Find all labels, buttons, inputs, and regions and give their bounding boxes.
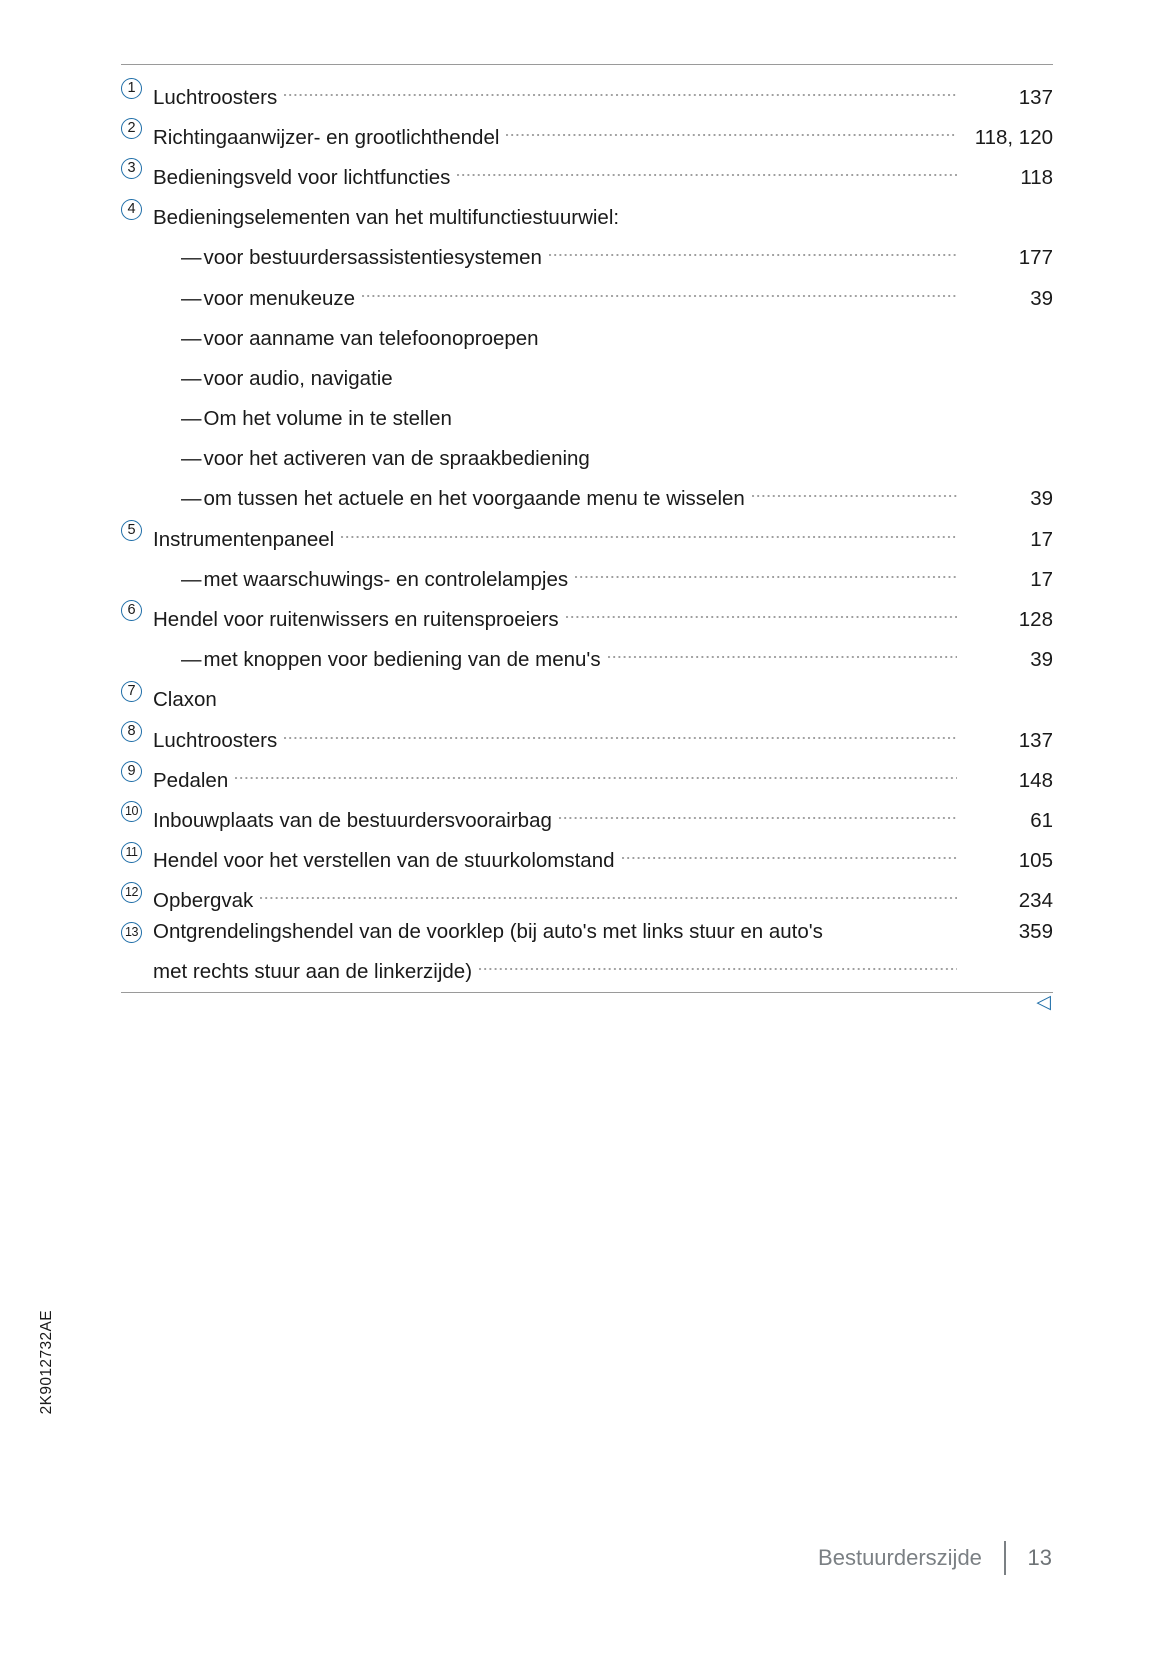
toc-row[interactable] bbox=[121, 515, 1053, 555]
table-of-contents bbox=[121, 64, 1053, 1013]
toc-item-label: Bedieningsveld voor lichtfuncties bbox=[153, 165, 451, 189]
toc-item-label: —voor aanname van telefoonoproepen bbox=[181, 324, 546, 355]
circled-number-icon: 6 bbox=[121, 600, 142, 621]
toc-page-number: 61 bbox=[1030, 808, 1053, 832]
toc-item-label: Pedalen bbox=[153, 768, 229, 792]
toc-row[interactable] bbox=[121, 435, 1053, 475]
toc-page-number: 105 bbox=[1018, 849, 1053, 873]
circled-number-icon: 8 bbox=[121, 721, 142, 742]
footer-chapter-name: Bestuurderszijde bbox=[818, 1545, 982, 1570]
toc-item-label: —voor bestuurdersassistentiesystemen bbox=[181, 243, 549, 274]
toc-item-number-marker bbox=[121, 837, 153, 868]
toc-leader-dots bbox=[506, 113, 957, 144]
circled-number-icon: 7 bbox=[121, 681, 142, 702]
footer-page-number: 13 bbox=[1027, 1545, 1052, 1570]
toc-leader-dots bbox=[457, 153, 957, 184]
toc-leader-dots bbox=[626, 194, 957, 225]
toc-subitem-dash: — bbox=[181, 648, 202, 672]
toc-item-label-line2: met rechts stuur aan de linkerzijde) bbox=[153, 960, 473, 984]
circled-number-icon: 9 bbox=[121, 761, 142, 782]
toc-item-number-marker bbox=[121, 796, 153, 827]
toc-row[interactable] bbox=[121, 73, 1053, 113]
toc-item-number-marker bbox=[121, 877, 153, 908]
circled-number-icon: 2 bbox=[121, 118, 142, 139]
toc-item-number-marker bbox=[121, 917, 153, 948]
toc-item-label-block bbox=[153, 917, 957, 988]
toc-item-label: —voor menukeuze bbox=[181, 284, 362, 315]
toc-page-number: 359 bbox=[1018, 919, 1053, 943]
circled-number-icon: 5 bbox=[121, 520, 142, 541]
toc-row[interactable] bbox=[121, 354, 1053, 394]
toc-item-label: Claxon bbox=[153, 688, 217, 712]
toc-subitem-dash: — bbox=[181, 366, 202, 390]
toc-item-number-marker bbox=[121, 73, 153, 104]
toc-page-number: 234 bbox=[1018, 889, 1053, 913]
toc-item-label: Luchtroosters bbox=[153, 728, 278, 752]
toc-leader-dots bbox=[608, 636, 957, 667]
toc-item-number-marker bbox=[121, 153, 153, 184]
toc-leader-dots bbox=[479, 948, 957, 979]
toc-item-number-marker bbox=[121, 595, 153, 626]
circled-number-icon: 1 bbox=[121, 78, 142, 99]
circled-number-icon: 12 bbox=[121, 882, 142, 903]
toc-leader-dots bbox=[597, 435, 957, 466]
toc-leader-dots bbox=[284, 73, 957, 104]
toc-item-label: Opbergvak bbox=[153, 889, 254, 913]
toc-item-label: Luchtroosters bbox=[153, 85, 278, 109]
continue-arrow-row bbox=[121, 993, 1053, 1013]
toc-subitem-dash: — bbox=[181, 407, 202, 431]
toc-row[interactable] bbox=[121, 395, 1053, 435]
toc-item-number-marker bbox=[121, 716, 153, 747]
toc-row[interactable] bbox=[121, 194, 1053, 234]
toc-row[interactable] bbox=[121, 274, 1053, 314]
toc-leader-dots bbox=[260, 877, 957, 908]
toc-row[interactable] bbox=[121, 917, 1053, 988]
toc-item-label: —voor het activeren van de spraakbediening bbox=[181, 444, 597, 475]
toc-row[interactable] bbox=[121, 796, 1053, 836]
toc-subitem-dash: — bbox=[181, 447, 202, 471]
toc-subitem-dash: — bbox=[181, 567, 202, 591]
toc-item-number-marker bbox=[121, 756, 153, 787]
toc-page-number: 137 bbox=[1018, 728, 1053, 752]
toc-row[interactable] bbox=[121, 153, 1053, 193]
toc-row[interactable] bbox=[121, 314, 1053, 354]
toc-item-label: Hendel voor ruitenwissers en ruitensproeiers bbox=[153, 608, 559, 632]
toc-row[interactable] bbox=[121, 716, 1053, 756]
toc-row[interactable] bbox=[121, 636, 1053, 676]
toc-leader-dots bbox=[224, 676, 957, 707]
circled-number-icon: 10 bbox=[121, 801, 142, 822]
toc-item-number-marker bbox=[121, 676, 153, 707]
toc-page-number: 118, 120 bbox=[974, 125, 1053, 149]
toc-item-label: —Om het volume in te stellen bbox=[181, 404, 459, 435]
toc-item-label: —met waarschuwings- en controlelampjes bbox=[181, 565, 575, 596]
toc-page-number: 118 bbox=[1020, 165, 1053, 189]
document-code: 2K9012732AE bbox=[38, 1310, 55, 1415]
toc-leader-dots bbox=[235, 756, 957, 787]
toc-item-label: Bedieningselementen van het multifunctiestuurwiel: bbox=[153, 206, 620, 230]
toc-page-number: 148 bbox=[1018, 768, 1053, 792]
toc-row[interactable] bbox=[121, 234, 1053, 274]
toc-leader-dots bbox=[400, 354, 957, 385]
toc-leader-dots bbox=[575, 555, 957, 586]
toc-item-label: —voor audio, navigatie bbox=[181, 364, 400, 395]
toc-subitem-dash: — bbox=[181, 487, 202, 511]
toc-row[interactable] bbox=[121, 555, 1053, 595]
toc-item-label: Hendel voor het verstellen van de stuurkolomstand bbox=[153, 849, 615, 873]
toc-page-number: 39 bbox=[1030, 286, 1053, 310]
toc-item-number-marker bbox=[121, 113, 153, 144]
toc-leader-dots bbox=[559, 796, 957, 827]
toc-page-number: 17 bbox=[1030, 567, 1053, 591]
toc-page-number: 39 bbox=[1030, 648, 1053, 672]
toc-item-number-marker bbox=[121, 194, 153, 225]
toc-leader-dots bbox=[622, 837, 957, 868]
toc-item-label-line1: Ontgrendelingshendel van de voorklep (bij auto's met links stuur en auto's bbox=[153, 919, 823, 943]
page-footer bbox=[818, 1541, 1052, 1575]
toc-row-list bbox=[121, 73, 1053, 988]
circled-number-icon: 11 bbox=[121, 842, 142, 863]
circled-number-icon: 3 bbox=[121, 158, 142, 179]
toc-leader-dots bbox=[284, 716, 957, 747]
toc-page-number: 137 bbox=[1018, 85, 1053, 109]
toc-page-number: 17 bbox=[1030, 527, 1053, 551]
toc-leader-dots bbox=[546, 314, 957, 345]
toc-item-number-marker bbox=[121, 515, 153, 546]
toc-subitem-dash: — bbox=[181, 246, 202, 270]
toc-leader-dots bbox=[341, 515, 957, 546]
toc-item-label: Inbouwplaats van de bestuurdersvoorairbag bbox=[153, 808, 552, 832]
continue-arrow-icon: ◁ bbox=[1036, 992, 1051, 1014]
toc-page-number: 177 bbox=[1018, 246, 1053, 270]
toc-leader-dots bbox=[549, 234, 957, 265]
toc-row[interactable] bbox=[121, 756, 1053, 796]
toc-item-label: Richtingaanwijzer- en grootlichthendel bbox=[153, 125, 500, 149]
toc-item-label: —met knoppen voor bediening van de menu's bbox=[181, 645, 608, 676]
circled-number-icon: 13 bbox=[121, 922, 142, 943]
toc-leader-dots bbox=[566, 595, 957, 626]
toc-row[interactable] bbox=[121, 595, 1053, 635]
toc-row[interactable] bbox=[121, 877, 1053, 917]
toc-leader-dots bbox=[752, 475, 957, 506]
toc-item-label: —om tussen het actuele en het voorgaande menu te wisselen bbox=[181, 484, 752, 515]
toc-row[interactable] bbox=[121, 475, 1053, 515]
toc-leader-dots bbox=[362, 274, 957, 305]
circled-number-icon: 4 bbox=[121, 199, 142, 220]
toc-subitem-dash: — bbox=[181, 326, 202, 350]
toc-page-number: 39 bbox=[1030, 487, 1053, 511]
toc-top-rule bbox=[121, 64, 1053, 65]
toc-row[interactable] bbox=[121, 676, 1053, 716]
toc-page-number: 128 bbox=[1018, 608, 1053, 632]
toc-item-label: Instrumentenpaneel bbox=[153, 527, 335, 551]
toc-row[interactable] bbox=[121, 113, 1053, 153]
toc-row[interactable] bbox=[121, 837, 1053, 877]
toc-leader-dots bbox=[459, 395, 957, 426]
toc-subitem-dash: — bbox=[181, 286, 202, 310]
